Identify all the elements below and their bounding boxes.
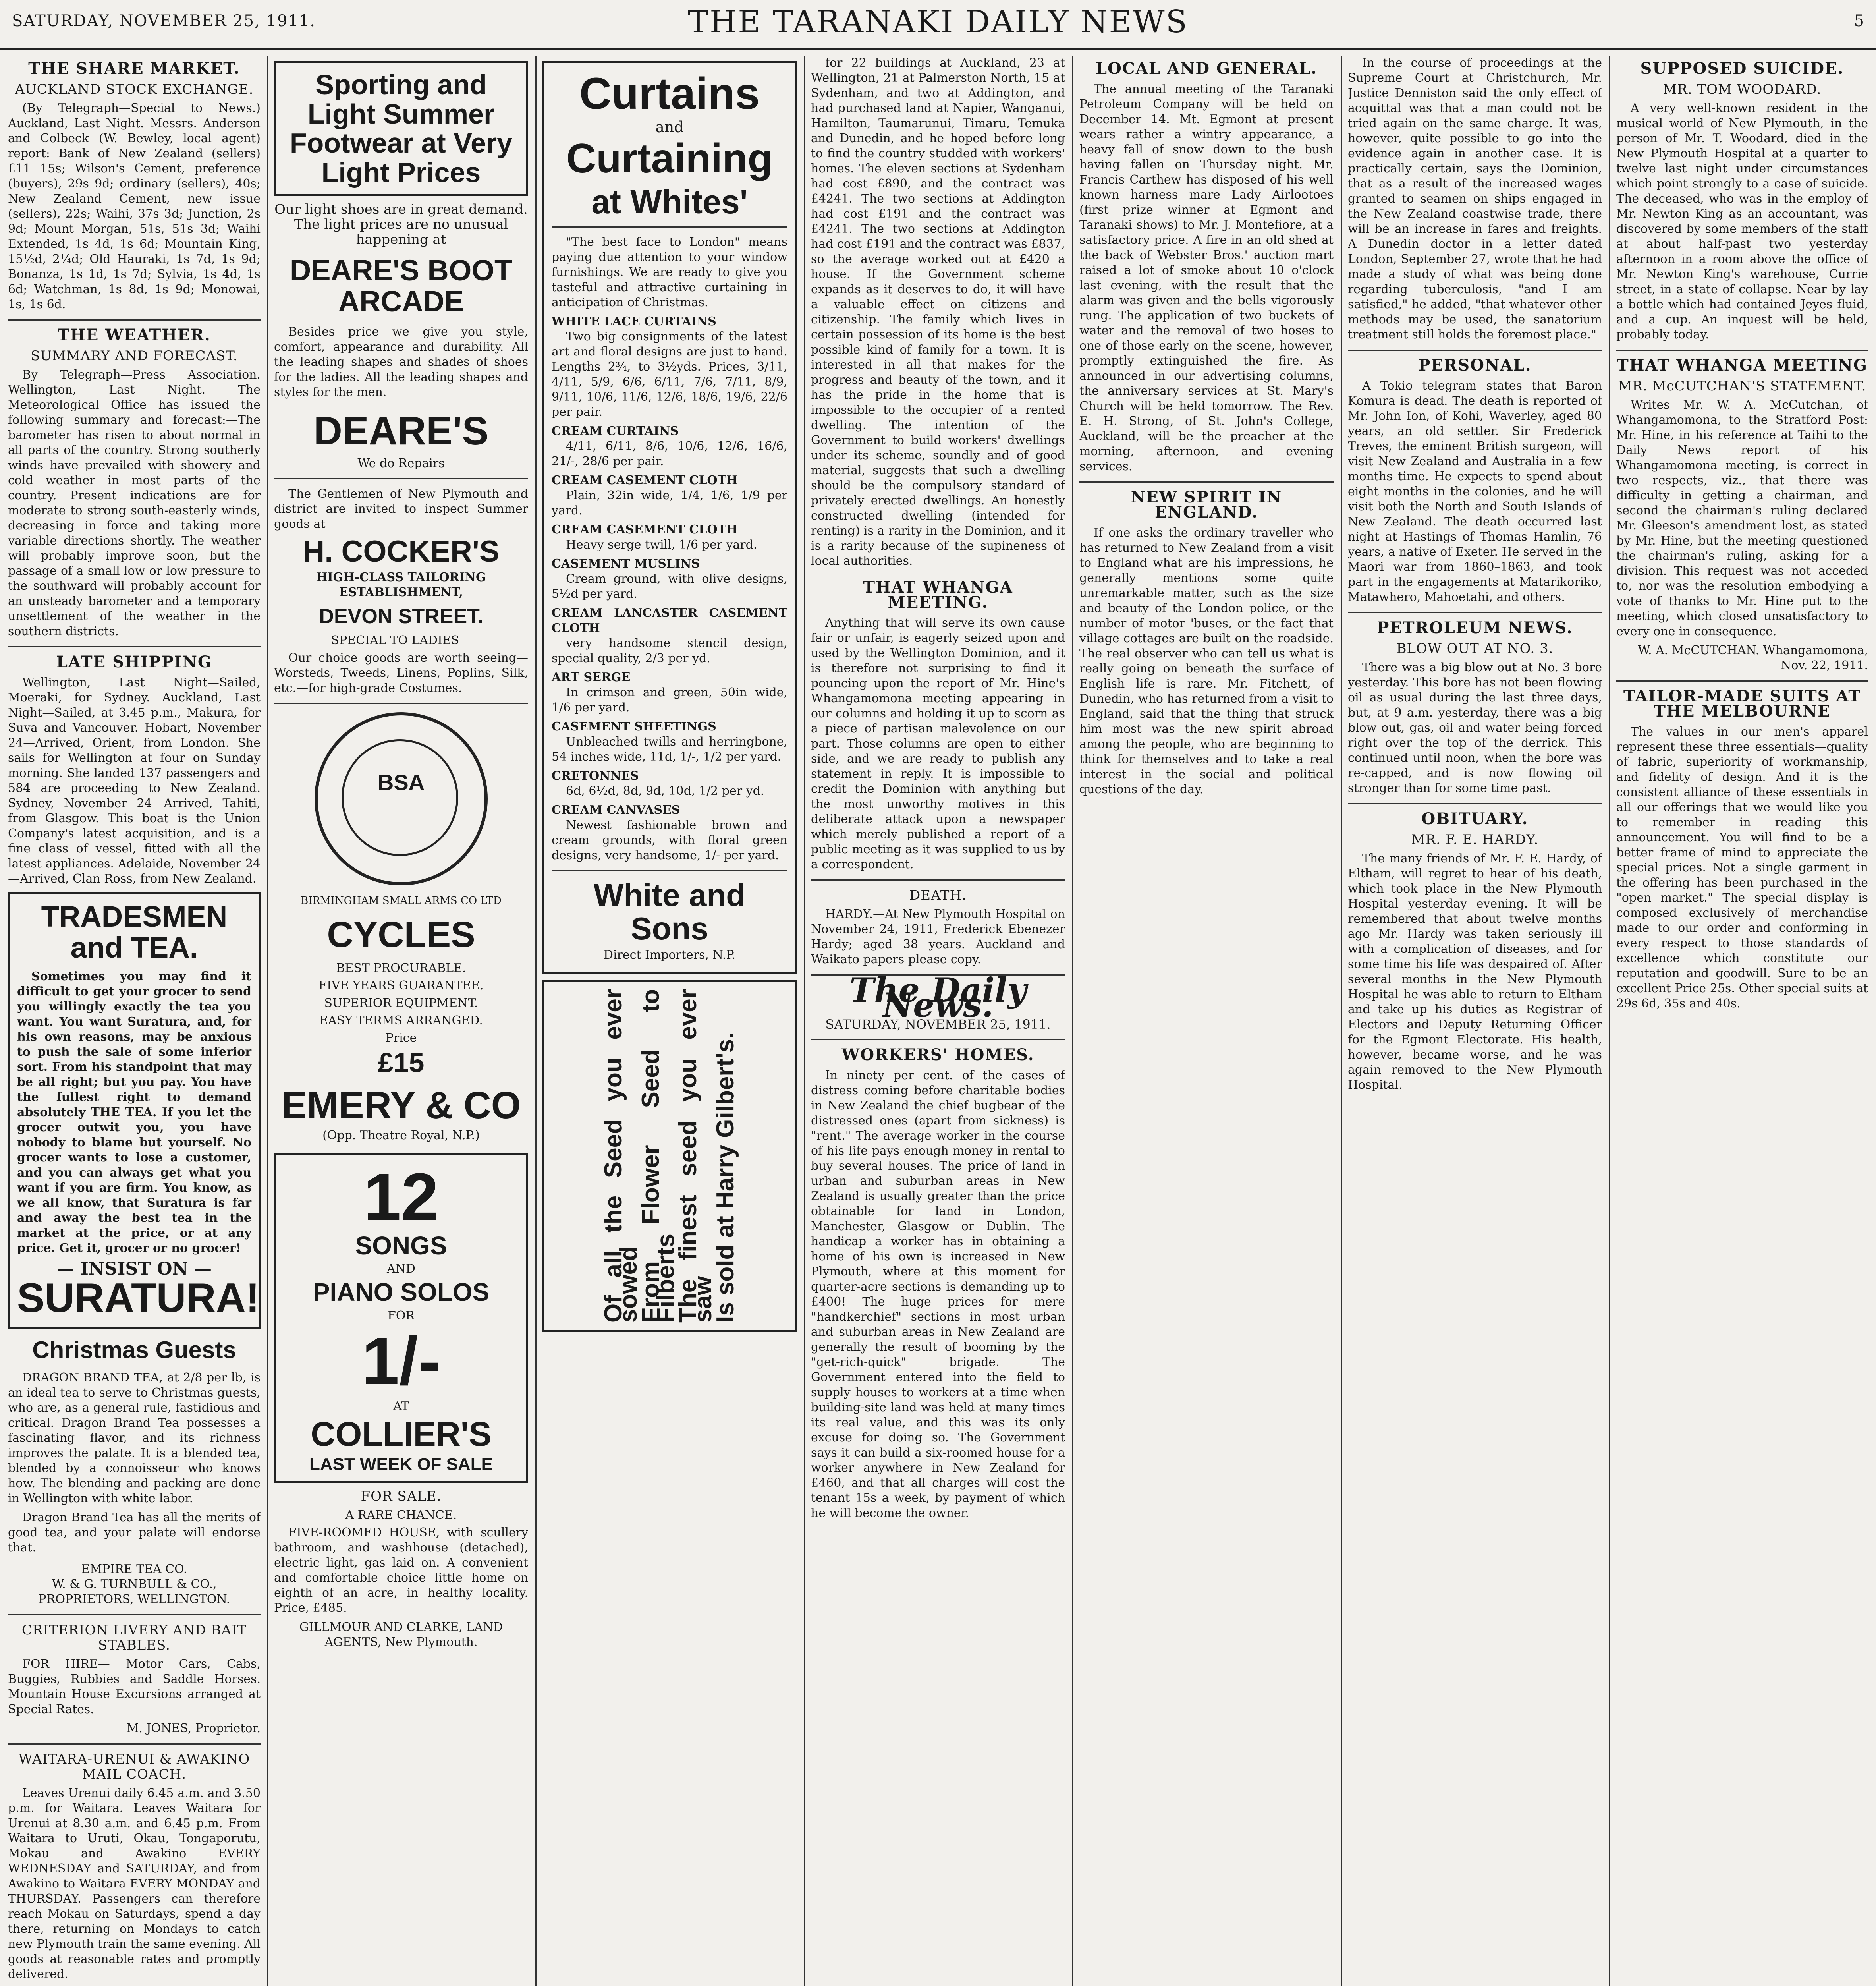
- casement2-body: Heavy serge twill, 1/6 per yard.: [566, 537, 757, 552]
- column-rule: [267, 56, 268, 1986]
- column-rule: [804, 56, 805, 1986]
- whanga2-signature: W. A. McCUTCHAN. Whangamomona, Nov. 22, 1911.: [1638, 643, 1868, 672]
- divider: [1348, 612, 1602, 613]
- column-5: [1079, 56, 1334, 1986]
- criterion-stables-heading: CRITERION LIVERY AND BAIT STABLES.: [21, 1622, 247, 1653]
- divider: [1348, 350, 1602, 351]
- cocker-intro: The Gentlemen of New Plymouth and district are invited to inspect Summer goods at: [274, 487, 528, 531]
- bsa-logo-inner-ring: [342, 739, 458, 856]
- deare-arcade-body: Besides price we give you style, comfort, appearance and durability. All the leading shapes and shades of shoes for the ladies. All the leading shapes and styles for the men.: [274, 325, 528, 400]
- column-7: [1616, 56, 1868, 1986]
- canvases-heading: CREAM CANVASES: [552, 803, 680, 817]
- divider: [1616, 350, 1868, 351]
- collier-and: AND: [387, 1262, 415, 1276]
- collier-price: 1/-: [361, 1323, 441, 1399]
- divider: [1616, 680, 1868, 682]
- cream-body: 4/11, 6/11, 8/6, 10/6, 12/6, 16/6, 21/-, 28/6 per pair.: [552, 439, 787, 468]
- obituary-heading: OBITUARY.: [1421, 809, 1529, 828]
- lace-body: Two big consignments of the latest art and floral designs are just to hand. Lengths 2¾, to 3½yds. Prices, 3/11, 4/11, 5/9, 6/6, 6/11, 7/6, 7/11, 8/9, 9/11, 10/6, 11/6, 12/6, 18/6, 19/6, 22/6 per pair.: [552, 329, 787, 419]
- dragon-tea-body-2: Dragon Brand Tea has all the merits of good tea, and your palate will endorse that.: [8, 1510, 261, 1555]
- collier-name: COLLIER'S: [311, 1415, 492, 1454]
- whanga-meeting-body: Anything that will serve its own cause fair or unfair, is eagerly seized upon and used by the Wellington Dominion, and it is therefore not surprising to find it pouncing upon the report of Mr. Hine's Whangamomona meeting appearing in our columns and holding it up to scorn as a piece of partisan malevolence on our part. Those columns are open to either side, and we are ready to publish any statement in reply. It is impossible to credit the Dominion with anything but the most unworthy motives in this deliberate attack upon a newspaper which merely published a report of a public meeting as it was supplied to us by a correspondent.: [811, 616, 1065, 871]
- divider: [1348, 803, 1602, 804]
- column-1: [8, 56, 261, 1986]
- for-sale-heading: FOR SALE.: [361, 1488, 442, 1504]
- serge-body: In crimson and green, 50in wide, 1/6 per yard.: [552, 685, 787, 715]
- death-body: HARDY.—At New Plymouth Hospital on November 24, 1911, Frederick Ebenezer Hardy; aged 38 years. Auckland and Waikato papers please copy.: [811, 907, 1065, 966]
- column-rule: [1341, 56, 1342, 1986]
- personal-body: A Tokio telegram states that Baron Komura is dead. The death is reported of Mr. John Ion, of Kohi, Waverley, aged 80 years, an old settler. Sir Frederick Treves, the eminent British surgeon, will visit New Zealand and Australia in a few months time. He expects to spend about eight months in the colonies, and he will visit both the North and South Islands of New Zealand. The death occurred last night at Hastings of Thomas Hamlin, 76 years, a native of Exeter. He served in the Maori war from 1860–1863, and took part in the engagements at Matarikoriko, Matawhero, Mahoetahi, and others.: [1348, 379, 1602, 604]
- collier-songs: SONGS: [355, 1231, 447, 1260]
- collier-for: FOR: [388, 1308, 415, 1323]
- cocker-subtitle: HIGH-CLASS TAILORING ESTABLISHMENT,: [316, 570, 486, 600]
- ladies-body: Our choice goods are worth seeing—Worsteds, Tweeds, Linens, Poplins, Silk, etc.—for high-grade Costumes.: [274, 651, 528, 695]
- bsa-logo-letters: BSA: [377, 769, 425, 795]
- bsa-price-label: Price: [385, 1031, 417, 1045]
- weather-body: By Telegraph—Press Association. Wellington, Last Night. The Meteorological Office has issued the following summary and forecast:—The barometer has risen to about normal in all parts of the country. Strong southerly winds have prevailed with showery and cold weather in most parts of the country. Present indications are for moderate to strong south-easterly winds, decreasing in force and taking more variable directions shortly. The weather will probably improve soon, but the passage of a small low or low pressure to the southward will probably account for an unsteady barometer and a temporary unsettlement of the weather in the southern districts.: [8, 368, 261, 638]
- seed-line-2: From Flower Seed to Filberts: [637, 989, 679, 1323]
- bsa-ring-text: BIRMINGHAM SMALL ARMS CO LTD: [301, 894, 502, 907]
- bsa-line-4: EASY TERMS ARRANGED.: [319, 1014, 483, 1028]
- bsa-logo: [315, 712, 488, 885]
- column-rule: [1609, 56, 1610, 1986]
- sheetings-body: Unbleached twills and herringbone, 54 inches wide, 11d, 1/-, 1/2 per yard.: [552, 734, 787, 764]
- death-heading: DEATH.: [909, 887, 967, 903]
- divider: [552, 870, 787, 871]
- lancaster-body: very handsome stencil design, special quality, 2/3 per yd.: [552, 636, 787, 665]
- whites-curtains-ad: [542, 61, 797, 974]
- casement-body: Plain, 32in wide, 1/4, 1/6, 1/9 per yard.: [552, 488, 787, 518]
- masthead: [0, 0, 1876, 50]
- curtaining-title: Curtaining: [566, 135, 773, 182]
- paper-title: The Daily News.: [849, 970, 1027, 1025]
- lancaster-heading: CREAM LANCASTER CASEMENT CLOTH: [552, 606, 787, 635]
- divider: [274, 703, 528, 704]
- divider: [8, 1743, 261, 1745]
- seed-line-4: Is sold at Harry Gilbert's.: [712, 1032, 739, 1323]
- cretonnes-heading: CRETONNES: [552, 769, 639, 783]
- petroleum-subheading: BLOW OUT AT NO. 3.: [1396, 641, 1554, 657]
- ladies-heading: SPECIAL TO LADIES—: [331, 633, 471, 647]
- whanga2-subheading: MR. McCUTCHAN'S STATEMENT.: [1618, 378, 1866, 394]
- lace-heading: WHITE LACE CURTAINS: [552, 314, 716, 328]
- collier-number: 12: [363, 1159, 439, 1235]
- tea-ad-insist: — INSIST ON —: [56, 1259, 212, 1279]
- christmas-guests-heading: Christmas Guests: [32, 1336, 236, 1363]
- local-general-body: The annual meeting of the Taranaki Petroleum Company will be held on December 14. Mt. Egmont at present wears rather a wintry appearance, a heavy fall of snow down to the bush having fallen on Thursday night. Mr. Francis Carthew has disposed of his well known harness mare Lady Airlootoes (first prize winner at Egmont and Taranaki shows) to Mr. J. Montefiore, at a satisfactory price. A fire in an old shed at the back of Webster Bros.' auction mart raised a lot of smoke about 10 o'clock last evening, with the result that the alarm was given and the bells vigorously rung. The application of two buckets of water and the removal of two hoses to one of those early on the scene, however, promptly extinguished the fire. As announced in our advertising columns, the anniversary services at St. Mary's Church will be held tomorrow. The Rev. E. H. Strong, of St. John's College, Auckland, will be the preacher at the morning, afternoon, and evening services.: [1079, 82, 1334, 473]
- paper-date: SATURDAY, NOVEMBER 25, 1911.: [825, 1017, 1051, 1032]
- seed-line-3: The finest seed you ever saw: [674, 989, 717, 1323]
- empire-tea-proprietors: W. & G. TURNBULL & CO., PROPRIETORS, WELLINGTON.: [38, 1577, 230, 1606]
- deare-repairs: We do Repairs: [357, 456, 445, 471]
- collier-week: LAST WEEK OF SALE: [309, 1455, 493, 1474]
- weather-subheading: SUMMARY AND FORECAST.: [31, 348, 238, 364]
- for-sale-signature: GILLMOUR AND CLARKE, LAND AGENTS, New Plymouth.: [299, 1620, 503, 1649]
- canvases-body: Newest fashionable brown and cream grounds, with floral green designs, very handsome, 1/- per yard.: [552, 818, 787, 862]
- empire-tea-name: EMPIRE TEA CO.: [81, 1562, 187, 1576]
- seed-ad-lines: [552, 989, 787, 1323]
- for-sale-subheading: A RARE CHANCE.: [345, 1508, 457, 1522]
- whanga2-heading: THAT WHANGA MEETING: [1617, 356, 1868, 375]
- criterion-stables-body: FOR HIRE— Motor Cars, Cabs, Buggies, Rubbies and Saddle Horses. Mountain House Excursions arranged at Special Rates.: [8, 1657, 261, 1716]
- suratura-tea-ad: [8, 892, 261, 1329]
- divider: [8, 646, 261, 647]
- whites-name: White and Sons: [593, 877, 746, 946]
- whites-subtitle: Direct Importers, N.P.: [603, 948, 736, 962]
- tailor-body: The values in our men's apparel represent these three essentials—quality of fabric, superiority of workmanship, and fidelity of design. And it is the consistent alliance of these essentials in all our offerings that we would like you to remember in reading this announcement. You will find to be a better frame of mind to appreciate the special prices. Not a single garment in the offering has been purchased in the "open market." The special display is composed exclusively of merchandise made to our order and conforming in every respect to those standards of excellence which constitute our reputation and goodwill. Sure to be an excellent Price 25s. Other special suits at 29s 6d, 35s and 40s.: [1616, 725, 1868, 1010]
- bsa-line-2: FIVE YEARS GUARANTEE.: [318, 979, 484, 993]
- tea-ad-body: Sometimes you may find it difficult to get your grocer to send you willingly exactly the tea you want. You want Suratura, and, for his own reasons, may be anxious to push the sale of some inferior sort. From his standpoint that may be all right; but you pay. You have the fullest right to demand absolutely THE TEA. If you let the grocer outwit you, you have nobody to blame but yourself. No grocer wants to lose a customer, and you can always get what you want if you are firm. You know, as we all know, that Suratura is far and away the best tea in the market at the price, or at any price. Get it, grocer or no grocer!: [17, 970, 251, 1256]
- suicide-heading: SUPPOSED SUICIDE.: [1640, 59, 1844, 78]
- bsa-cycles-title: CYCLES: [327, 914, 475, 955]
- obituary-body: The many friends of Mr. F. E. Hardy, of Eltham, will regret to hear of his death, which took place in the New Plymouth Hospital yesterday evening. It will be remembered that about twelve months ago Mr. Hardy was taken seriously ill with a complication of diseases, and for some time his life was despaired of. After several months in the New Plymouth Hospital he was able to return to Eltham and take up his duties as Registrar of Electors and Deputy Returning Officer for the Egmont Electorate. His health, however, became worse, and he was again removed to the New Plymouth Hospital.: [1348, 852, 1602, 1092]
- curtains-and: and: [655, 118, 684, 136]
- share-market-body: (By Telegraph—Special to News.) Auckland, Last Night. Messrs. Anderson and Colbeck (W. Bewley, local agent) report: Bank of New Zealand (sellers) £11 15s; Wilson's Cement, preference (buyers), 29s 9d; ordinary (sellers), 40s; New Zealand Cement, new issue (sellers), 22s; Waihi, 37s 3d; Junction, 2s 9d; Mount Morgan, 51s, 51s 3d; Waihi Extended, 1s 4d, 1s 6d; Mountain King, 15½d, 2¼d; Old Hauraki, 1s 7d, 1s 9d; Bonanza, 1s 1d, 1s 7d; Sylvia, 1s 4d, 1s 6d; Watchman, 1s 8d, 1s 9d; Monowai, 1s, 1s 6d.: [8, 101, 261, 311]
- criterion-stables-signature: M. JONES, Proprietor.: [126, 1721, 261, 1735]
- curtains-at-whites: at Whites': [591, 183, 748, 220]
- tea-ad-title: TRADESMEN and TEA.: [41, 900, 228, 964]
- deare-name: DEARE'S: [313, 409, 489, 454]
- emery-address: (Opp. Theatre Royal, N.P.): [322, 1128, 480, 1142]
- collier-piano: PIANO SOLOS: [313, 1278, 490, 1307]
- new-spirit-heading: NEW SPIRIT IN ENGLAND.: [1131, 488, 1282, 522]
- whanga2-body: Writes Mr. W. A. McCutchan, of Whangamomona, to the Stratford Post: Mr. Hine, in his reference at Taihi to the Daily News report of his Whangamomona meeting, is correct in two respects, viz., that there was difficulty in getting a chairman, and second the chairman's ruling declared Mr. Gleeson's amendment lost, as stated by Mr. Hine, but the meeting questioned the chairman's ruling, asking for a division. This request was not acceded to, nor was the resolution embodying a vote of thanks to Mr. Hine put to the meeting, which closed unsatisfactory to every one in consequence.: [1616, 398, 1868, 638]
- mail-coach-body: Leaves Urenui daily 6.45 a.m. and 3.50 p.m. for Waitara. Leaves Waitara for Urenui at 8.30 a.m. and 6.45 p.m. From Waitara to Uruti, Okau, Tongaporutu, Mokau and Awakino EVERY WEDNESDAY and SATURDAY, and from Awakino to Waitara EVERY MONDAY and THURSDAY. Passengers can therefore reach Mokau on Saturdays, spend a day there, returning on Mondays to catch new Plymouth train the same evening. All goods at reasonable rates and promptly delivered.: [8, 1786, 261, 1981]
- curtains-title: Curtains: [579, 69, 760, 118]
- collier-music-ad: [274, 1153, 528, 1483]
- masthead-date: SATURDAY, NOVEMBER 25, 1911.: [12, 12, 316, 30]
- deare-footwear-ad: [274, 61, 528, 196]
- seed-line-1: Of all the Seed you ever sowed: [600, 989, 642, 1323]
- whanga-meeting-heading: THAT WHANGA MEETING.: [863, 578, 1013, 612]
- divider: [811, 879, 1065, 881]
- shipping-body: Wellington, Last Night—Sailed, Moeraki, for Sydney. Auckland, Last Night—Sailed, at 3.45 p.m., Makura, for Suva and Vancouver. Hobart, November 24—Arrived, Orient, from London. She sails for Wellington at four on Sunday morning. She landed 137 passengers and 584 are proceeding to New Zealand. Sydney, November 24—Arrived, Tahiti, from Glasgow. This boat is the Union Company's latest acquisition, and is a fine class of vessel, fitted with all the latest appliances. Adelaide, November 24—Arrived, Clan Ross, from New Zealand.: [8, 676, 261, 886]
- bsa-line-3: SUPERIOR EQUIPMENT.: [324, 996, 478, 1010]
- column-4: [811, 56, 1065, 1986]
- column-rule: [1072, 56, 1073, 1986]
- bsa-price: £15: [378, 1047, 425, 1078]
- muslin-heading: CASEMENT MUSLINS: [552, 556, 700, 571]
- divider: [274, 478, 528, 479]
- divider: [552, 226, 787, 228]
- suicide-body: A very well-known resident in the musical world of New Plymouth, in the person of Mr. T. Woodard, died in the New Plymouth Hospital at a quarter to twelve last night under circumstances which point strongly to a case of suicide. The deceased, who was in the employ of Mr. Newton King as an accountant, was discovered by some members of the staff at about half-past two yesterday afternoon in a room above the office of Mr. Newton King's warehouse, Currie street, in a state of collapse. Near by lay a bottle which had contained Jeyes fluid, and a cup. An inquest will be held, probably today.: [1616, 101, 1868, 342]
- cocker-name: H. COCKER'S: [303, 535, 500, 569]
- casement2-heading: CREAM CASEMENT CLOTH: [552, 522, 738, 537]
- divider: [811, 1039, 1065, 1040]
- bsa-line-1: BEST PROCURABLE.: [336, 961, 466, 976]
- page-number: 5: [1854, 12, 1864, 30]
- emery-name: EMERY & CO: [281, 1084, 521, 1126]
- workers-homes-heading: WORKERS' HOMES.: [841, 1045, 1035, 1064]
- cocker-street: DEVON STREET.: [319, 605, 483, 628]
- divider: [8, 319, 261, 321]
- collier-at: AT: [393, 1399, 409, 1414]
- deare-arcade-title: DEARE'S BOOT ARCADE: [290, 254, 513, 318]
- local-general-heading: LOCAL AND GENERAL.: [1095, 59, 1318, 78]
- court-news-body: In the course of proceedings at the Supreme Court at Christchurch, Mr. Justice Denniston said the only effect of acquittal was that a man could not be tried again on the same charge. It was, however, quite possible to go into the evidence again in another case. It is practically certain, says the Dominion, that as a result of the increased wages granted to seamen on ships engaged in the New Zealand coastwise trade, there will be an increase in fares and freights. A Dunedin doctor in a letter dated London, September 27, wrote that he had made a study of what was being done regarding tuberculosis, "and I am satisfied," he added, "that whatever other methods may be used, the sanatorium treatment still holds the foremost place.": [1348, 56, 1602, 342]
- divider: [1079, 481, 1334, 483]
- share-market-subheading: AUCKLAND STOCK EXCHANGE.: [15, 81, 254, 97]
- gilbert-seed-ad: [542, 980, 797, 1332]
- curtains-intro: "The best face to London" means paying due attention to your window furnishings. We are ready to give you tasteful and attractive curtaining in anticipation of Christmas.: [552, 235, 787, 309]
- for-sale-body: FIVE-ROOMED HOUSE, with scullery bathroom, and washhouse (detached), electric light, gas laid on. A convenient and comfortable choice little home on eighth of an acre, in healthy locality. Price, £485.: [274, 1525, 528, 1615]
- petroleum-heading: PETROLEUM NEWS.: [1377, 618, 1573, 637]
- shipping-heading: LATE SHIPPING: [56, 653, 212, 671]
- serge-heading: ART SERGE: [552, 670, 631, 684]
- new-spirit-body: If one asks the ordinary traveller who has returned to New Zealand from a visit to England what are his impressions, he generally mentions some quite unremarkable matter, such as the size and beauty of the London police, or the number of motor 'buses, or the fact that village cottages are built on the roadside. The real observer who can tell us what is really going on beneath the surface of English life is rare. Mr. Fitchett, of Dunedin, who has returned from a visit to England, said that the thing that struck him most was the new spirit abroad among the people, who are beginning to think for themselves and to take a real interest in the social and political questions of the day.: [1079, 526, 1334, 796]
- cretonnes-body: 6d, 6½d, 8d, 9d, 10d, 1/2 per yd.: [566, 784, 764, 798]
- muslin-body: Cream ground, with olive designs, 5½d per yard.: [552, 572, 787, 601]
- divider: [8, 1614, 261, 1615]
- column-2: [274, 56, 528, 1986]
- sheetings-heading: CASEMENT SHEETINGS: [552, 719, 716, 734]
- cream-heading: CREAM CURTAINS: [552, 424, 679, 438]
- suicide-subheading: MR. TOM WOODARD.: [1663, 81, 1822, 97]
- petroleum-body: There was a big blow out at No. 3 bore yesterday. This bore has not been flowing oil as usual during the last three days, but, at 9 a.m. yesterday, there was a big blow out, gas, oil and water being forced right over the top of the derrick. This continued until noon, when the bore was re-capped, and is now flowing oil stronger than for some time past.: [1348, 661, 1602, 795]
- mail-coach-heading: WAITARA-URENUI & AWAKINO MAIL COACH.: [18, 1751, 250, 1782]
- tailor-heading: TAILOR-MADE SUITS AT THE MELBOURNE: [1623, 687, 1861, 721]
- column-3: [542, 56, 797, 1986]
- footwear-ad-title: Sporting and Light Summer Footwear at Very Light Prices: [290, 69, 513, 188]
- workers-homes-body: In ninety per cent. of the cases of distress coming before charitable bodies in New Zealand the chief bugbear of the distressed ones (apart from sickness) is "rent." The average worker in the course of his life pays enough money in rental to buy several houses. The price of land in urban and suburban areas in New Zealand is usually greater than the price obtainable for land in London, Manchester, Glasgow or Dublin. The handicap a worker has in obtaining a home of his own is increased in New Plymouth, where at this moment for quarter-acre sections is demanding up to £400! The huge prices for mere "handkerchief" sections in most urban and suburban areas in New Zealand are generally the result of booming by the "get-rich-quick" brigade. The Government entered into the field to supply houses to workers at a time when building-site land was held at many times its real value, and this was its only excuse for doing so. The Government says it can build a six-roomed house for a worker anywhere in New Zealand for £460, and that all charges will cost the tenant 15s a week, by payment of which he will become the owner.: [811, 1068, 1065, 1520]
- weather-heading: THE WEATHER.: [58, 326, 211, 344]
- tea-ad-brand: SURATURA!: [17, 1275, 260, 1321]
- footwear-ad-body: Our light shoes are in great demand. The light prices are no unusual happening at: [274, 201, 528, 247]
- share-market-heading: THE SHARE MARKET.: [28, 59, 240, 78]
- personal-heading: PERSONAL.: [1418, 356, 1532, 375]
- masthead-title: THE TARANAKI DAILY NEWS: [688, 4, 1188, 40]
- column-6: [1348, 56, 1602, 1986]
- column-rule: [535, 56, 537, 1986]
- obituary-subheading: MR. F. E. HARDY.: [1411, 832, 1539, 848]
- dragon-tea-body: DRAGON BRAND TEA, at 2/8 per lb, is an ideal tea to serve to Christmas guests, who are, as a general rule, fastidious and critical. Dragon Brand Tea possesses a fascinating flavor, and its richness improves the palate. It is a blended tea, blended by a connoisseur who knows how. The blending and packing are done in Wellington with white labor.: [8, 1370, 261, 1505]
- casement-heading: CREAM CASEMENT CLOTH: [552, 473, 738, 487]
- workers-homes-continued: for 22 buildings at Auckland, 23 at Wellington, 21 at Palmerston North, 15 at Sydenham, and two at Addington, and had purchased land at Napier, Wanganui, Hamilton, Taumarunui, Timaru, Temuka and Dunedin, and he hoped before long to find the country studded with workers' homes. The eleven sections at Sydenham had cost £890, and the contract was £4241. The two sections at Addington had cost £191 and the contract was £4241. The two sections at Addington had cost £191 and the contract was £837, so the average worked out at £420 a house. If the Government scheme expands as it deserves to do, it will have a valuable effect on citizens and citizenship. The family which lives in certain possession of its home is the best possible kind of family for a town. It is interested in all that makes for the progress and beauty of the town, and it has the pride in the home that is impossible to the occupier of a rented dwelling. The intention of the Government to build workers' dwellings under its scheme, soundly and of good material, suggests that such a dwelling should be the compulsory standard of privately erected dwellings. An honestly constructed dwelling (intended for renting) is a rarity in the Dominion, and it is a rarity because of the supineness of local authorities.: [811, 56, 1065, 568]
